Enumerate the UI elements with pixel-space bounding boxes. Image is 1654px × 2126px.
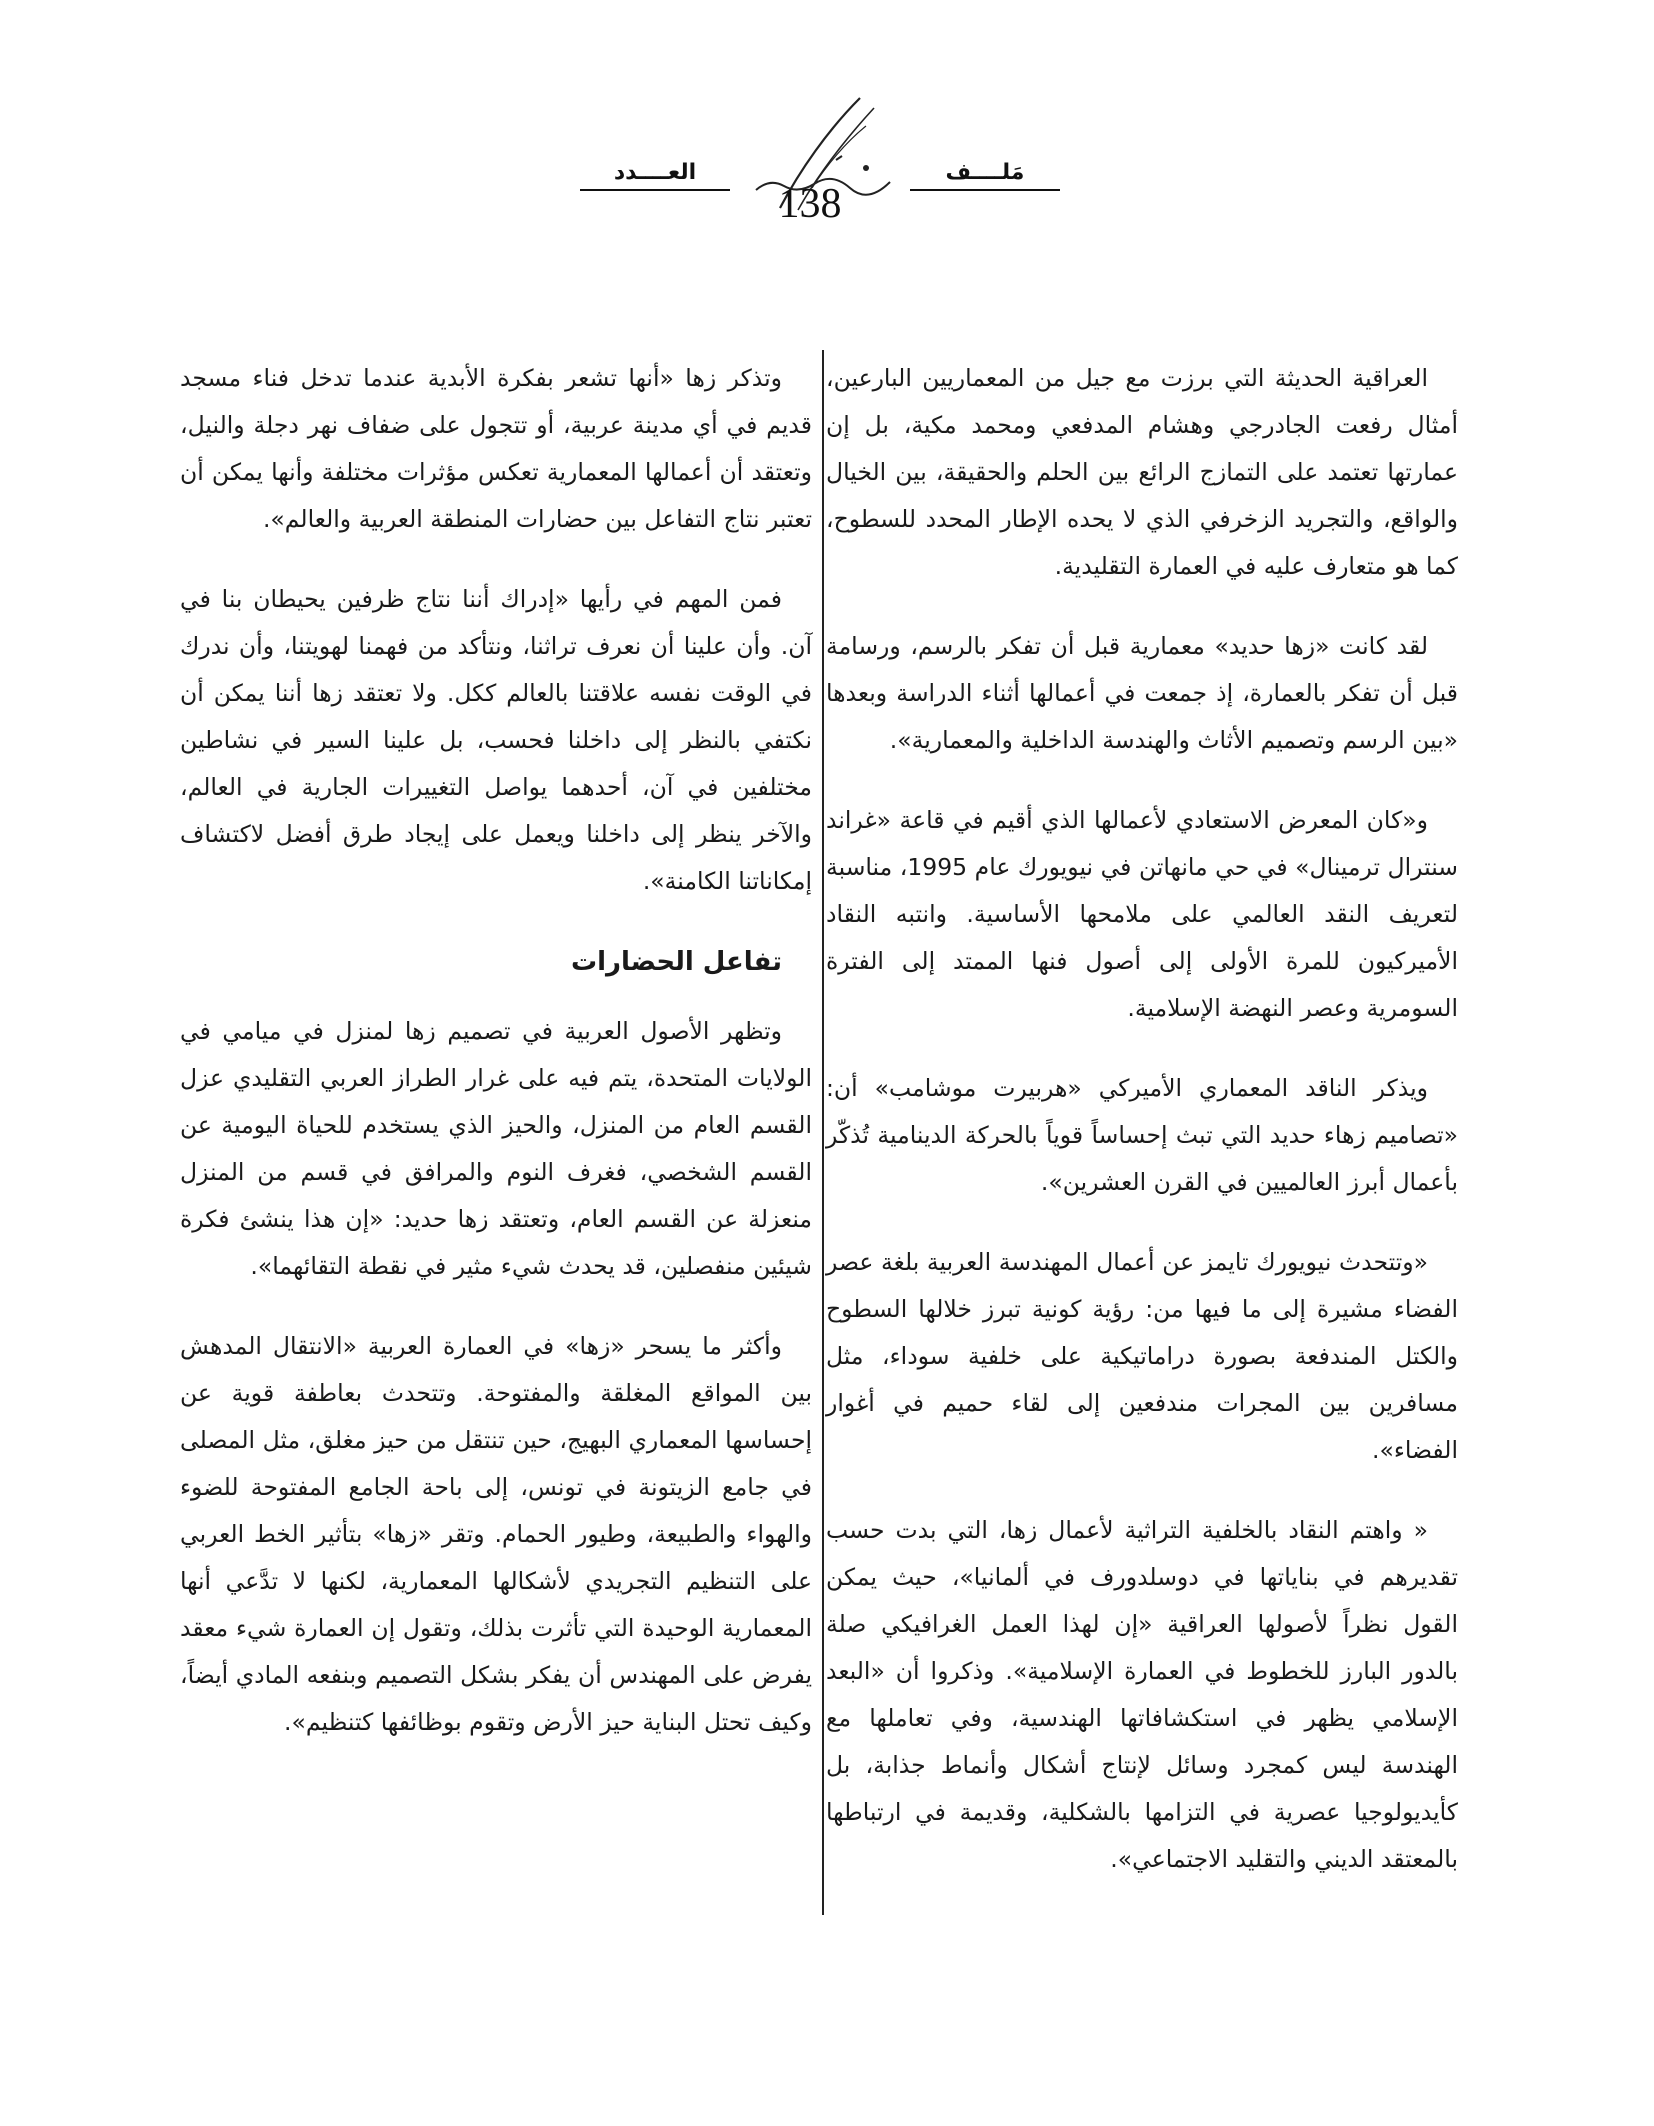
paragraph: وتظهر الأصول العربية في تصميم زها لمنزل في ميامي في الولايات المتحدة، يتم فيه على غرار الطراز العربي التقليدي عزل القسم العام من المنزل، والحيز الذي يستخدم للحياة اليومية عن القسم الشخصي، فغرف النوم والمرافق في قسم من المنزل منعزلة عن القسم العام، وتعتقد زها حديد: «إن هذا ينشئ فكرة شيئين منفصلين، قد يحدث شيء مثير في نقطة التقائهما». (180, 1017, 812, 1280)
page-number: 138 (778, 181, 842, 227)
section-label: مَلــــف (890, 160, 1080, 185)
issue-label: العــــدد (560, 160, 750, 185)
paragraph: ويذكر الناقد المعماري الأميركي «هربيرت موشامب» أن: «تصاميم زهاء حديد التي تبث إحساساً قوياً بالحركة الدينامية تُذكّر بأعمال أبرز العالميين في القرن العشرين». (826, 1074, 1458, 1196)
paragraph: و«كان المعرض الاستعادي لأعمالها الذي أقيم في قاعة «غراند سنترال ترمينال» في حي مانهاتن في نيويورك عام 1995، مناسبة لتعريف النقد العالمي على ملامحها الأساسية. وانتبه النقاد الأميركيون للمرة الأولى إلى أصول فنها الممتد إلى الفترة السومرية وعصر النهضة الإسلامية. (826, 806, 1458, 1022)
paragraph: وأكثر ما يسحر «زها» في العمارة العربية «الانتقال المدهش بين المواقع المغلقة والمفتوحة. وتتحدث بعاطفة قوية عن إحساسها المعماري البهيج، حين تنتقل من حيز مغلق، مثل المصلى في جامع الزيتونة في تونس، إلى باحة الجامع المفتوحة للضوء والهواء والطبيعة، وطيور الحمام. وتقر «زها» بتأثير الخط العربي على التنظيم التجريدي لأشكالها المعمارية، لكنها لا تدَّعي أنها المعمارية الوحيدة التي تأثرت بذلك، وتقول إن العمارة شيء معقد يفرض على المهندس أن يفكر بشكل التصميم وبنفعه المادي أيضاً، وكيف تحتل البناية حيز الأرض وتقوم بوظائفها كتنظيم». (180, 1332, 812, 1736)
left-column (180, 355, 812, 1779)
column-divider (822, 350, 824, 1915)
paragraph: لقد كانت «زها حديد» معمارية قبل أن تفكر بالرسم، ورسامة قبل أن تفكر بالعمارة، إذ جمعت في أعمالها أثناء الدراسة وبعدها «بين الرسم وتصميم الأثاث والهندسة الداخلية والمعمارية». (826, 632, 1458, 754)
paragraph: العراقية الحديثة التي برزت مع جيل من المعماريين البارعين، أمثال رفعت الجادرجي وهشام المدفعي ومحمد مكية، بل إن عمارتها تعتمد على التمازج الرائع بين الحلم والحقيقة، بين الخيال والواقع، والتجريد الزخرفي الذي لا يحده الإطار المحدد للسطوح، كما هو متعارف عليه في العمارة التقليدية. (826, 364, 1458, 580)
paragraph: « واهتم النقاد بالخلفية التراثية لأعمال زها، التي بدت حسب تقديرهم في بناياتها في دوسلدورف في ألمانيا»، حيث يمكن القول نظراً لأصولها العراقية «إن لهذا العمل الغرافيكي صلة بالدور البارز للخطوط في العمارة الإسلامية». وذكروا أن «البعد الإسلامي يظهر في استكشافاتها الهندسية، وفي تعاملها مع الهندسة ليس كمجرد وسائل لإنتاج أشكال وأنماط جذابة، بل كأيديولوجيا عصرية في التزامها بالشكلية، وقديمة في ارتباطها بالمعتقد الديني والتقليد الاجتماعي». (826, 1516, 1458, 1873)
right-column (826, 355, 1458, 1916)
paragraph: فمن المهم في رأيها «إدراك أننا نتاج ظرفين يحيطان بنا في آن. وأن علينا أن نعرف تراثنا، ونتأكد من فهمنا لهويتنا، وأن ندرك في الوقت نفسه علاقتنا بالعالم ككل. ولا تعتقد زها أننا يمكن أن نكتفي بالنظر إلى داخلنا فحسب، بل علينا السير في نشاطين مختلفين في آن، أحدهما يواصل التغييرات الجارية في العالم، والآخر ينظر إلى داخلنا ويعمل على إيجاد طرق أفضل لاكتشاف إمكاناتنا الكامنة». (180, 585, 812, 895)
paragraph: «وتتحدث نيويورك تايمز عن أعمال المهندسة العربية بلغة عصر الفضاء مشيرة إلى ما فيها من: رؤية كونية تبرز خلالها السطوح والكتل المندفعة بصورة دراماتيكية على خلفية سوداء، مثل مسافرين بين المجرات مندفعين إلى لقاء حميم في أغوار الفضاء». (826, 1248, 1458, 1464)
paragraph: وتذكر زها «أنها تشعر بفكرة الأبدية عندما تدخل فناء مسجد قديم في أي مدينة عربية، أو تتجول على ضفاف نهر دجلة والنيل، وتعتقد أن أعمالها المعمارية تعكس مؤثرات مختلفة وأنها يمكن أن تعتبر نتاج التفاعل بين حضارات المنطقة العربية والعالم». (180, 364, 812, 533)
section-heading: تفاعل الحضارات (570, 947, 782, 977)
